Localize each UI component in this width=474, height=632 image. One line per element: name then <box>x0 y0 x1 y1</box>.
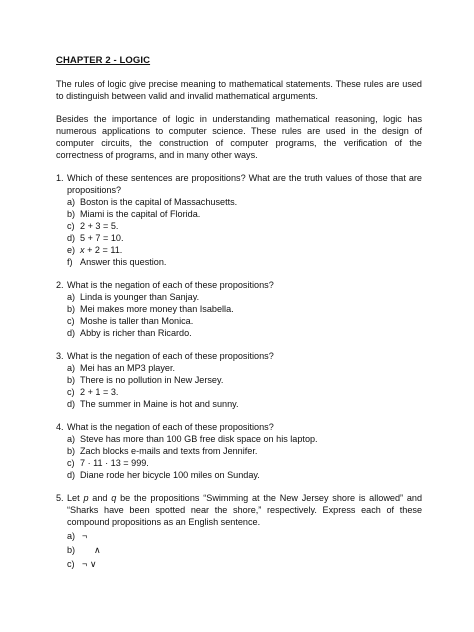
question-text <box>67 492 422 528</box>
question-body <box>67 350 422 410</box>
question-2 <box>56 279 422 339</box>
option-formula: ¬ <box>82 531 88 541</box>
question-text-pre: Let <box>67 493 84 503</box>
option-label: b) <box>67 375 76 385</box>
option-label: c) <box>67 316 75 326</box>
option-text: Mei has an MP3 player. <box>80 363 176 373</box>
question-5 <box>56 492 422 570</box>
option-text: Zach blocks e-mails and texts from Jennifer. <box>80 446 258 456</box>
option-text: The summer in Maine is hot and sunny. <box>80 399 239 409</box>
option-label: c) <box>67 387 75 397</box>
answer-option <box>67 220 422 232</box>
question-number: 4. <box>56 422 64 432</box>
option-label: b) <box>67 446 76 456</box>
option-label: d) <box>67 328 76 338</box>
question-1 <box>56 172 422 268</box>
option-label: a) <box>67 434 76 444</box>
option-text: Miami is the capital of Florida. <box>80 209 201 219</box>
option-text: Abby is richer than Ricardo. <box>80 328 192 338</box>
answer-option <box>67 208 422 220</box>
question-number: 3. <box>56 351 64 361</box>
question-number: 1. <box>56 173 64 183</box>
question-text: What is the negation of each of these propositions? <box>67 422 274 432</box>
option-label: a) <box>67 363 76 373</box>
answer-option <box>67 244 422 256</box>
option-text: Steve has more than 100 GB free disk space on his laptop. <box>80 434 318 444</box>
option-text: Answer this question. <box>80 257 167 267</box>
option-formula: ∧ <box>94 545 101 555</box>
option-text: Mei makes more money than Isabella. <box>80 304 234 314</box>
answer-option <box>67 291 422 303</box>
option-text: 5 + 7 = 10. <box>80 233 124 243</box>
answer-option <box>67 315 422 327</box>
option-label: c) <box>67 559 75 569</box>
question-text: What is the negation of each of these propositions? <box>67 351 274 361</box>
question-body <box>67 492 422 570</box>
option-label: f) <box>67 257 73 267</box>
answer-option <box>67 232 422 244</box>
question-text: Which of these sentences are propositions? What are the truth values of those that are propositions? <box>67 173 422 195</box>
option-label: d) <box>67 399 76 409</box>
answer-option <box>67 433 422 445</box>
option-label: e) <box>67 245 76 255</box>
question-body <box>67 172 422 268</box>
option-label: d) <box>67 470 76 480</box>
option-formula: ¬ ∨ <box>82 559 97 569</box>
question-4 <box>56 421 422 481</box>
question-number: 2. <box>56 280 64 290</box>
variable-x: x <box>80 245 85 255</box>
answer-option <box>67 445 422 457</box>
variable-q: q <box>111 493 117 503</box>
option-label: a) <box>67 197 76 207</box>
option-label: b) <box>67 545 76 555</box>
answer-option <box>67 196 422 208</box>
answer-option <box>67 303 422 315</box>
question-body <box>67 421 422 481</box>
chapter-title: CHAPTER 2 - LOGIC <box>56 55 151 66</box>
option-text-math: x + 2 = 11. <box>80 245 123 255</box>
answer-option <box>67 327 422 339</box>
question-text-post: be the propositions “Swimming at the New Jersey shore is allowed” and “Sharks have been spotted near the shore,” respectively. Express each of these compound propositions as an English sentence. <box>67 493 423 527</box>
document-page <box>56 55 422 581</box>
intro-paragraph-2: Besides the importance of logic in understanding mathematical reasoning, logic has numerous applications to computer science. These rules are used in the design of computer circuits, the construction of computer programs, the verification of the correctness of programs, and in many other ways. <box>56 114 422 160</box>
question-body <box>67 279 422 339</box>
answer-option <box>67 544 422 556</box>
option-text: Moshe is taller than Monica. <box>80 316 194 326</box>
answer-option <box>67 457 422 469</box>
option-label: a) <box>67 531 76 541</box>
question-text: What is the negation of each of these propositions? <box>67 280 274 290</box>
answer-option <box>67 398 422 410</box>
option-label: a) <box>67 292 76 302</box>
option-text: 2 + 1 = 3. <box>80 387 119 397</box>
answer-option <box>67 374 422 386</box>
option-text: Diane rode her bicycle 100 miles on Sunday. <box>80 470 260 480</box>
answer-option <box>67 469 422 481</box>
question-3 <box>56 350 422 410</box>
option-label: c) <box>67 458 75 468</box>
option-label: d) <box>67 233 76 243</box>
answer-option <box>67 362 422 374</box>
option-label: b) <box>67 304 76 314</box>
option-label: b) <box>67 209 76 219</box>
variable-p: p <box>83 493 89 503</box>
intro-paragraph-1: The rules of logic give precise meaning to mathematical statements. These rules are used to distinguish between valid and invalid mathematical arguments. <box>56 79 422 101</box>
option-text: Boston is the capital of Massachusetts. <box>80 197 238 207</box>
question-number: 5. <box>56 493 64 503</box>
option-text: There is no pollution in New Jersey. <box>80 375 224 385</box>
option-label: c) <box>67 221 75 231</box>
answer-option <box>67 386 422 398</box>
option-text: Linda is younger than Sanjay. <box>80 292 200 302</box>
answer-option <box>67 530 422 542</box>
answer-option <box>67 558 422 570</box>
option-text: 2 + 3 = 5. <box>80 221 119 231</box>
answer-option <box>67 256 422 268</box>
question-text-and: and <box>88 493 112 503</box>
option-text: 7 · 11 · 13 = 999. <box>80 458 149 468</box>
